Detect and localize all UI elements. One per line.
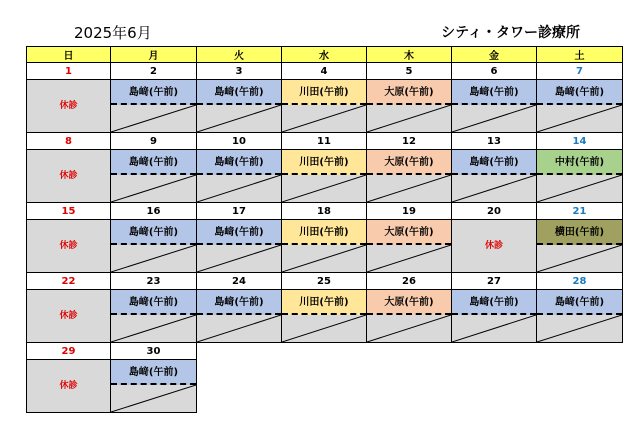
closed-day-cell (27, 290, 111, 343)
afternoon-empty-slot (537, 245, 622, 272)
doctor-shift-cell (197, 80, 282, 133)
empty-cell (367, 343, 452, 360)
weekday-wed: 水 (282, 47, 367, 63)
date-row (27, 63, 623, 80)
calendar-month-title: 2025年6月 (74, 24, 152, 42)
afternoon-empty-slot (111, 315, 196, 342)
doctor-shift-cell (111, 360, 197, 413)
doctor-shift-cell (537, 150, 623, 203)
doctor-morning-label: 島﨑(午前) (197, 80, 281, 105)
date-fri: 13 (452, 133, 537, 150)
doctor-shift-cell (282, 80, 367, 133)
afternoon-empty-slot (282, 245, 366, 272)
weekday-mon: 月 (111, 47, 197, 63)
clinic-name: シティ・タワー診療所 (441, 25, 580, 41)
date-wed: 18 (282, 203, 367, 220)
doctor-morning-label: 島﨑(午前) (537, 80, 622, 105)
doctor-morning-label: 島﨑(午前) (111, 290, 196, 315)
doctor-morning-label: 大原(午前) (367, 290, 451, 315)
doctor-morning-label: 中村(午前) (537, 150, 622, 175)
afternoon-empty-slot (452, 175, 536, 202)
closed-day-cell (27, 360, 111, 413)
date-mon: 30 (111, 343, 197, 360)
empty-cell (197, 360, 282, 413)
doctor-shift-cell (367, 80, 452, 133)
doctor-morning-label: 川田(午前) (282, 290, 366, 315)
date-sun: 29 (27, 343, 111, 360)
doctor-shift-cell (197, 290, 282, 343)
doctor-shift-cell (367, 220, 452, 273)
empty-cell (452, 343, 537, 360)
afternoon-empty-slot (537, 105, 622, 132)
doctor-morning-label: 島﨑(午前) (197, 220, 281, 245)
date-wed: 4 (282, 63, 367, 80)
doctor-shift-cell (367, 150, 452, 203)
closed-label: 休診 (59, 241, 78, 251)
doctor-shift-cell (282, 150, 367, 203)
afternoon-empty-slot (197, 315, 281, 342)
doctor-morning-label: 島﨑(午前) (111, 220, 196, 245)
doctor-shift-cell (537, 290, 623, 343)
schedule-row (27, 80, 623, 133)
date-mon: 2 (111, 63, 197, 80)
date-thu: 26 (367, 273, 452, 290)
schedule-row (27, 290, 623, 343)
date-mon: 9 (111, 133, 197, 150)
closed-label: 休診 (59, 381, 78, 391)
doctor-shift-cell (111, 150, 197, 203)
weekday-fri: 金 (452, 47, 537, 63)
afternoon-empty-slot (367, 105, 451, 132)
date-sun: 22 (27, 273, 111, 290)
date-row (27, 343, 623, 360)
date-tue: 17 (197, 203, 282, 220)
date-fri: 6 (452, 63, 537, 80)
doctor-morning-label: 島﨑(午前) (452, 150, 536, 175)
closed-label: 休診 (59, 101, 78, 111)
closed-label: 休診 (59, 171, 78, 181)
afternoon-empty-slot (452, 315, 536, 342)
weekday-thu: 木 (367, 47, 452, 63)
date-sat: 28 (537, 273, 623, 290)
empty-cell (197, 343, 282, 360)
schedule-row (27, 150, 623, 203)
date-tue: 10 (197, 133, 282, 150)
date-mon: 23 (111, 273, 197, 290)
date-fri: 27 (452, 273, 537, 290)
doctor-morning-label: 島﨑(午前) (111, 360, 196, 385)
date-sat: 21 (537, 203, 623, 220)
doctor-morning-label: 大原(午前) (367, 220, 451, 245)
date-wed: 11 (282, 133, 367, 150)
date-row (27, 203, 623, 220)
afternoon-empty-slot (282, 315, 366, 342)
afternoon-empty-slot (197, 105, 281, 132)
date-wed: 25 (282, 273, 367, 290)
closed-day-cell (452, 220, 537, 273)
date-sun: 8 (27, 133, 111, 150)
date-thu: 12 (367, 133, 452, 150)
date-sat: 14 (537, 133, 623, 150)
closed-label: 休診 (484, 241, 503, 251)
empty-cell (537, 360, 623, 413)
weekday-tue: 火 (197, 47, 282, 63)
date-fri: 20 (452, 203, 537, 220)
doctor-shift-cell (537, 80, 623, 133)
afternoon-empty-slot (282, 175, 366, 202)
empty-cell (452, 360, 537, 413)
closed-day-cell (27, 220, 111, 273)
doctor-morning-label: 大原(午前) (367, 150, 451, 175)
empty-cell (367, 360, 452, 413)
closed-day-cell (27, 150, 111, 203)
empty-cell (282, 343, 367, 360)
afternoon-empty-slot (111, 175, 196, 202)
afternoon-empty-slot (367, 315, 451, 342)
date-sun: 15 (27, 203, 111, 220)
weekday-header-row (27, 47, 623, 63)
doctor-morning-label: 大原(午前) (367, 80, 451, 105)
doctor-morning-label: 島﨑(午前) (111, 150, 196, 175)
doctor-morning-label: 島﨑(午前) (197, 150, 281, 175)
afternoon-empty-slot (111, 105, 196, 132)
doctor-morning-label: 川田(午前) (282, 80, 366, 105)
doctor-shift-cell (452, 150, 537, 203)
doctor-morning-label: 島﨑(午前) (452, 80, 536, 105)
schedule-row (27, 220, 623, 273)
doctor-shift-cell (111, 80, 197, 133)
doctor-shift-cell (452, 80, 537, 133)
afternoon-empty-slot (111, 385, 196, 412)
doctor-shift-cell (367, 290, 452, 343)
doctor-shift-cell (282, 290, 367, 343)
doctor-shift-cell (452, 290, 537, 343)
empty-cell (537, 343, 623, 360)
doctor-shift-cell (111, 290, 197, 343)
doctor-shift-cell (537, 220, 623, 273)
date-sat: 7 (537, 63, 623, 80)
weekday-sat: 土 (537, 47, 623, 63)
date-tue: 24 (197, 273, 282, 290)
date-thu: 5 (367, 63, 452, 80)
doctor-shift-cell (111, 220, 197, 273)
doctor-shift-cell (197, 220, 282, 273)
afternoon-empty-slot (537, 175, 622, 202)
date-thu: 19 (367, 203, 452, 220)
afternoon-empty-slot (537, 315, 622, 342)
afternoon-empty-slot (282, 105, 366, 132)
doctor-morning-label: 川田(午前) (282, 220, 366, 245)
schedule-row (27, 360, 623, 413)
date-tue: 3 (197, 63, 282, 80)
empty-cell (282, 360, 367, 413)
date-row (27, 273, 623, 290)
schedule-calendar (26, 46, 623, 413)
doctor-morning-label: 島﨑(午前) (452, 290, 536, 315)
doctor-morning-label: 川田(午前) (282, 150, 366, 175)
doctor-shift-cell (197, 150, 282, 203)
closed-day-cell (27, 80, 111, 133)
doctor-morning-label: 島﨑(午前) (537, 290, 622, 315)
closed-label: 休診 (59, 311, 78, 321)
doctor-morning-label: 横田(午前) (537, 220, 622, 245)
afternoon-empty-slot (367, 175, 451, 202)
afternoon-empty-slot (111, 245, 196, 272)
doctor-morning-label: 島﨑(午前) (197, 290, 281, 315)
afternoon-empty-slot (367, 245, 451, 272)
doctor-morning-label: 島﨑(午前) (111, 80, 196, 105)
date-row (27, 133, 623, 150)
afternoon-empty-slot (197, 245, 281, 272)
weekday-sun: 日 (27, 47, 111, 63)
date-mon: 16 (111, 203, 197, 220)
afternoon-empty-slot (197, 175, 281, 202)
doctor-shift-cell (282, 220, 367, 273)
date-sun: 1 (27, 63, 111, 80)
afternoon-empty-slot (452, 105, 536, 132)
